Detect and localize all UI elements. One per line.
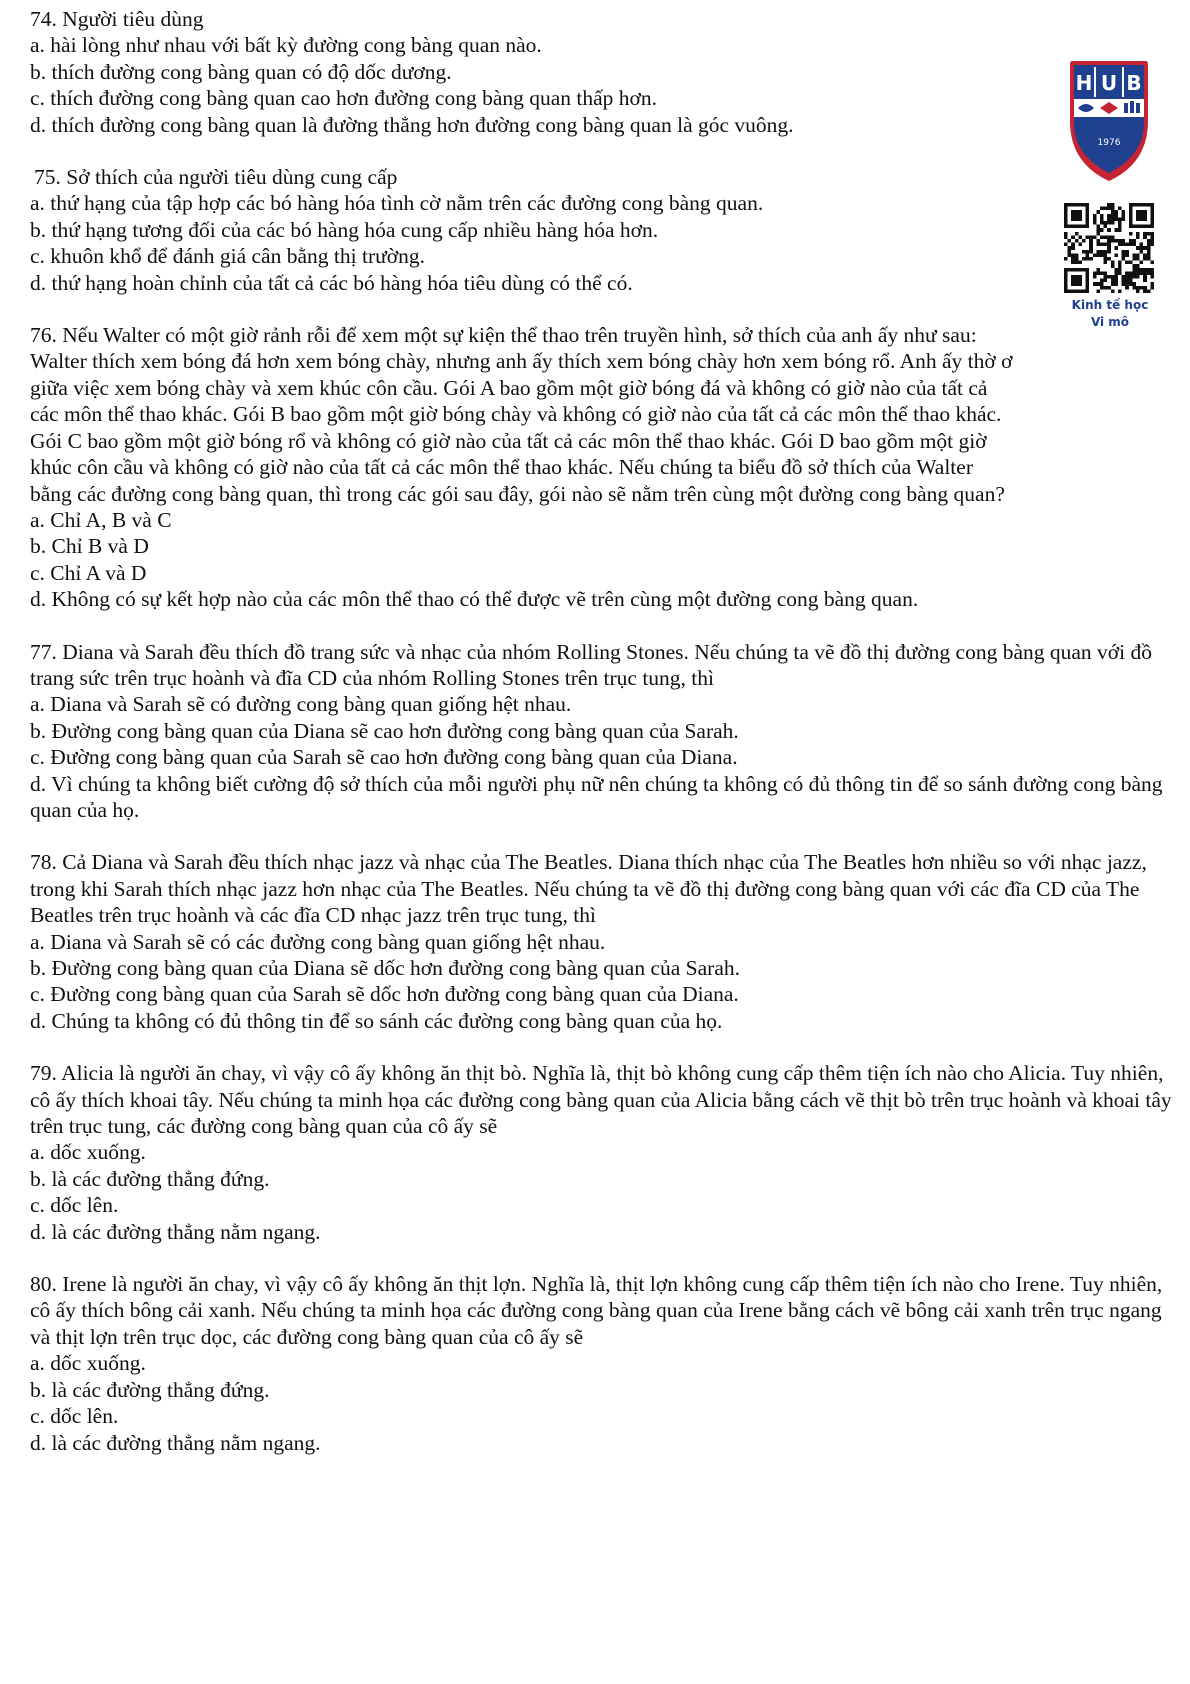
subject-label: Kinh tế học <box>1071 298 1149 312</box>
question-stem: 76. Nếu Walter có một giờ rảnh rỗi để xem một sự kiện thể thao trên truyền hình, sở thích của anh ấy như sau: Walter thích xem bóng đá hơn xem bóng chày, nhưng anh ấy thích xem bóng chày hơn xem bóng rổ. Anh ấy thờ ơ giữa việc xem bóng chày và xem khúc côn cầu. Gói A bao gồm một giờ bóng đá và không có giờ nào của tất cả các môn thể thao khác. Gói B bao gồm một giờ bóng chày và không có giờ nào của tất cả các môn thể thao khác. Gói C bao gồm một giờ bóng rổ và không có giờ nào của tất cả các môn thể thao khác. Gói D bao gồm một giờ khúc côn cầu và không có giờ nào của tất cả các môn thể thao khác. Nếu chúng ta biểu đồ sở thích của Walter bằng các đường cong bàng quan, thì trong các gói sau đây, gói nào sẽ nằm trên cùng một đường cong bàng quan? <box>30 323 1013 506</box>
document-body <box>30 6 1180 1456</box>
answer-option-a: a. Chỉ A, B và C <box>30 507 172 532</box>
answer-option-c: c. Đường cong bàng quan của Sarah sẽ cao hơn đường cong bàng quan của Diana. <box>30 745 738 770</box>
answer-option-a: a. dốc xuống. <box>30 1140 146 1165</box>
answer-option-b: b. Đường cong bàng quan của Diana sẽ dốc hơn đường cong bàng quan của Sarah. <box>30 956 740 980</box>
answer-option-a: a. hài lòng như nhau với bất kỳ đường cong bàng quan nào. <box>30 33 542 58</box>
answer-option-c: c. dốc lên. <box>30 1404 119 1429</box>
question-77 <box>30 639 1180 824</box>
question-stem: 80. Irene là người ăn chay, vì vậy cô ấy không ăn thịt lợn. Nghĩa là, thịt lợn không cung cấp thêm tiện ích nào cho Irene. Tuy nhiên, cô ấy thích bông cải xanh. Nếu chúng ta minh họa các đường cong bàng quan của Irene bằng cách vẽ bông cải xanh trên trục ngang và thịt lợn trên trục dọc, các đường cong bàng quan của cô ấy sẽ <box>30 1272 1163 1349</box>
answer-option-b: b. thích đường cong bàng quan có độ dốc dương. <box>30 59 452 84</box>
question-75 <box>30 164 1180 296</box>
answer-option-a: a. dốc xuống. <box>30 1351 146 1376</box>
answer-option-d: d. là các đường thẳng nằm ngang. <box>30 1430 321 1455</box>
answer-option-d: d. Vì chúng ta không biết cường độ sở thích của mỗi người phụ nữ nên chúng ta không có đủ thông tin để so sánh đường cong bàng quan của họ. <box>30 771 1163 822</box>
answer-option-c: c. thích đường cong bàng quan cao hơn đường cong bàng quan thấp hơn. <box>30 86 658 111</box>
answer-option-b: b. là các đường thẳng đứng. <box>30 1377 270 1402</box>
question-78 <box>30 849 1180 1034</box>
answer-option-c: c. Đường cong bàng quan của Sarah sẽ dốc hơn đường cong bàng quan của Diana. <box>30 982 739 1007</box>
answer-option-a: a. thứ hạng của tập hợp các bó hàng hóa tình cờ nằm trên các đường cong bàng quan. <box>30 191 764 216</box>
question-80 <box>30 1271 1180 1456</box>
question-stem: 77. Diana và Sarah đều thích đồ trang sức và nhạc của nhóm Rolling Stones. Nếu chúng ta vẽ đồ thị đường cong bàng quan với đồ trang sức trên trục hoành và đĩa CD của nhóm Rolling Stones trên trục tung, thì <box>30 639 1152 690</box>
answer-option-b: b. thứ hạng tương đối của các bó hàng hóa cung cấp nhiều hàng hóa hơn. <box>30 217 659 242</box>
question-76 <box>30 322 1180 612</box>
question-stem: 74. Người tiêu dùng <box>30 7 204 31</box>
answer-option-d: d. Chúng ta không có đủ thông tin để so sánh các đường cong bàng quan của họ. <box>30 1008 723 1033</box>
qr-code-icon <box>1064 203 1154 293</box>
answer-option-c: c. khuôn khổ để đánh giá cân bằng thị trường. <box>30 244 425 269</box>
logo-year: 1976 <box>1097 138 1121 148</box>
answer-option-b: b. Chỉ B và D <box>30 534 149 559</box>
answer-option-d: d. là các đường thẳng nằm ngang. <box>30 1219 321 1244</box>
question-stem: 75. Sở thích của người tiêu dùng cung cấp <box>34 165 398 190</box>
logo-letter-b: B <box>1126 71 1142 95</box>
subject-sublabel: Vi mô <box>1090 315 1130 329</box>
logo-letter-h: H <box>1075 71 1093 95</box>
question-stem: 78. Cả Diana và Sarah đều thích nhạc jazz và nhạc của The Beatles. Diana thích nhạc của The Beatles hơn nhiều so với nhạc jazz, trong khi Sarah thích nhạc jazz hơn nhạc của The Beatles. Nếu chúng ta vẽ đồ thị đường cong bàng quan với các đĩa CD của The Beatles trên trục hoành và các đĩa CD nhạc jazz trên trục tung, thì <box>30 850 1147 928</box>
hub-shield-logo <box>1064 55 1154 185</box>
answer-option-c: c. dốc lên. <box>30 1193 119 1218</box>
logo-letter-u: U <box>1100 71 1118 95</box>
question-74 <box>30 6 1180 138</box>
question-79 <box>30 1060 1180 1245</box>
answer-option-d: d. thích đường cong bàng quan là đường thẳng hơn đường cong bàng quan là góc vuông. <box>30 112 794 137</box>
answer-option-a: a. Diana và Sarah sẽ có đường cong bàng quan giống hệt nhau. <box>30 692 572 717</box>
answer-option-a: a. Diana và Sarah sẽ có các đường cong bàng quan giống hệt nhau. <box>30 929 606 954</box>
answer-option-d: d. thứ hạng hoàn chỉnh của tất cả các bó hàng hóa tiêu dùng có thể có. <box>30 270 633 295</box>
answer-option-d: d. Không có sự kết hợp nào của các môn thể thao có thể được vẽ trên cùng một đường cong bàng quan. <box>30 587 919 612</box>
question-stem: 79. Alicia là người ăn chay, vì vậy cô ấy không ăn thịt bò. Nghĩa là, thịt bò không cung cấp thêm tiện ích nào cho Alicia. Tuy nhiên, cô ấy thích khoai tây. Nếu chúng ta minh họa các đường cong bàng quan của Alicia bằng cách vẽ thịt bò trên trục hoành và khoai tây trên trục tung, các đường cong bàng quan của cô ấy sẽ <box>30 1061 1172 1139</box>
answer-option-b: b. Đường cong bàng quan của Diana sẽ cao hơn đường cong bàng quan của Sarah. <box>30 718 739 743</box>
answer-option-c: c. Chỉ A và D <box>30 560 147 585</box>
answer-option-b: b. là các đường thẳng đứng. <box>30 1166 270 1191</box>
